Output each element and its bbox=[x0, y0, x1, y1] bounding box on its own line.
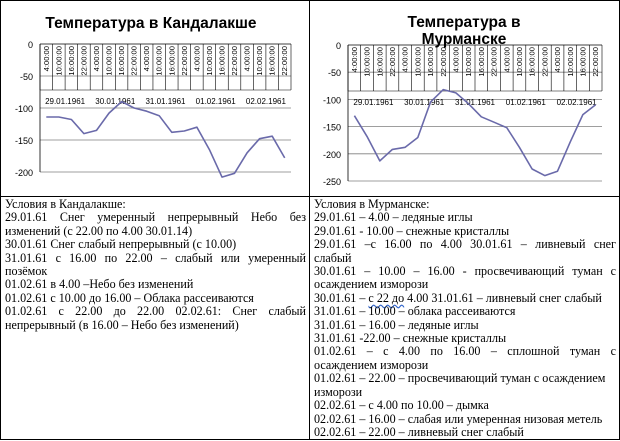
y-tick-label: -150 bbox=[14, 136, 33, 146]
conditions-heading: Условия в Мурманске: bbox=[314, 197, 430, 211]
x-tick-label-hour: 10:00:00 bbox=[413, 47, 423, 77]
conditions-line: 31.01.61 с 16.00 по 22.00 – слабый или умеренный bbox=[5, 250, 306, 265]
conditions-line: 01.02.61 с 22.00 до 22.00 02.02.61: Снег слабый bbox=[5, 304, 306, 319]
x-tick-label-hour: 4:00:00 bbox=[142, 46, 152, 72]
chart-title bbox=[408, 14, 521, 48]
conditions-line: 30.01.61 Снег слабый непрерывный (с 10.00) bbox=[5, 237, 237, 252]
x-tick-label-hour: 10:00:00 bbox=[104, 45, 114, 76]
x-tick-label-hour: 22:00:00 bbox=[179, 46, 189, 76]
x-tick-label-hour: 4:00:00 bbox=[553, 46, 563, 73]
x-tick-label-hour: 22:00:00 bbox=[79, 46, 89, 76]
x-tick-label-date: 31.01.1961 bbox=[454, 98, 496, 107]
chart-title-line: Температура в bbox=[407, 14, 521, 31]
x-tick-label-date: 01.02.1961 bbox=[195, 97, 236, 106]
y-tick-label: -250 bbox=[322, 177, 341, 187]
conditions-line: 30.01.61 – 10.00 – 16.00 - просвечивающий туман с bbox=[314, 264, 616, 279]
x-tick-label-date: 30.01.1961 bbox=[404, 98, 445, 107]
conditions-line: изморози bbox=[314, 384, 363, 399]
y-tick-label: -100 bbox=[14, 104, 33, 114]
x-tick-label-hour: 16:00:00 bbox=[117, 46, 127, 76]
conditions-line: изменений (с 22.00 по 4.00 30.01.14) bbox=[5, 223, 193, 238]
x-tick-label-hour: 10:00:00 bbox=[464, 47, 474, 77]
x-tick-label-hour: 4:00:00 bbox=[91, 46, 101, 72]
x-tick-label-hour: 4:00:00 bbox=[242, 46, 252, 72]
conditions-line: 02.02.61 – 22.00 – ливневый снег слабый bbox=[314, 424, 524, 439]
chart-title: Температура в Кандалакше bbox=[45, 15, 257, 32]
x-tick-label-date: 31.01.1961 bbox=[145, 97, 186, 106]
y-tick-label: -50 bbox=[19, 72, 33, 82]
x-tick-label-hour: 4:00:00 bbox=[451, 47, 461, 73]
x-tick-label-hour: 16:00:00 bbox=[267, 46, 277, 76]
x-tick-label-hour: 22:00:00 bbox=[489, 47, 499, 77]
x-tick-label-date: 30.01.1961 bbox=[95, 97, 136, 106]
x-tick-label-hour: 16:00:00 bbox=[476, 47, 486, 77]
x-tick-label-hour: 16:00:00 bbox=[217, 46, 227, 76]
conditions-line: слабый bbox=[314, 250, 352, 265]
conditions-line: 31.01.61 – 16.00 – ледяные иглы bbox=[314, 317, 479, 332]
conditions-line: 29.01.61 –с 16.00 по 4.00 30.01.61 – ливневый снег bbox=[314, 237, 616, 252]
conditions-line: 01.02.61 в 4.00 –Небо без изменений bbox=[5, 277, 194, 292]
conditions-line: 31.01.61 -22.00 – снежные кристаллы bbox=[314, 331, 507, 346]
conditions-line: 01.02.61 – с 4.00 по 16.00 – сплошной туман с bbox=[314, 344, 616, 359]
x-tick-label-date: 02.02.1961 bbox=[556, 98, 597, 107]
x-tick-label-date: 01.02.1961 bbox=[505, 98, 546, 107]
x-tick-label-hour: 10:00:00 bbox=[54, 45, 64, 76]
x-tick-label-hour: 16:00:00 bbox=[578, 47, 588, 77]
x-tick-label-date: 29.01.1961 bbox=[45, 97, 86, 106]
x-tick-label-hour: 10:00:00 bbox=[362, 47, 372, 77]
conditions-line: 02.02.61 – 16.00 – слабая или умеренная низовая метель bbox=[314, 411, 603, 426]
conditions-line: 02.02.61 – с 4.00 по 10.00 – дымка bbox=[314, 398, 489, 413]
conditions-line: 01.02.61 с 10.00 до 16.00 – Облака рассеиваются bbox=[5, 290, 254, 305]
x-tick-label-hour: 22:00:00 bbox=[129, 46, 139, 76]
conditions-line: позёмок bbox=[5, 264, 48, 279]
conditions-line: осаждением изморози bbox=[314, 357, 429, 372]
conditions-text: 4.00 31.01.61 – ливневый снег слабый bbox=[404, 290, 602, 305]
conditions-line: 29.01.61 Снег умеренный непрерывный Небо без bbox=[5, 210, 306, 225]
conditions-line: 01.02.61 – 22.00 – просвечивающий туман с осаждением bbox=[314, 371, 606, 386]
x-tick-label-hour: 4:00:00 bbox=[349, 47, 359, 73]
y-tick-label: 0 bbox=[27, 40, 33, 50]
x-tick-label-hour: 16:00:00 bbox=[167, 46, 177, 76]
x-tick-label-hour: 22:00:00 bbox=[438, 47, 448, 77]
y-tick-label: -200 bbox=[322, 149, 341, 160]
conditions-murmansk bbox=[310, 197, 620, 440]
x-tick-label-hour: 10:00:00 bbox=[204, 46, 214, 76]
x-tick-label-hour: 22:00:00 bbox=[230, 46, 240, 76]
y-tick-label: -200 bbox=[14, 168, 33, 178]
x-tick-label-hour: 4:00:00 bbox=[502, 47, 512, 73]
conditions-line: 29.01.61 - 10.00 – снежные кристаллы bbox=[314, 223, 510, 238]
x-tick-label-hour: 22:00:00 bbox=[540, 47, 550, 77]
x-tick-label-hour: 10:00:00 bbox=[154, 46, 164, 76]
conditions-line bbox=[314, 292, 616, 305]
y-tick-label: -50 bbox=[327, 68, 341, 79]
x-tick-label-hour: 16:00:00 bbox=[66, 46, 76, 76]
conditions-line: 29.01.61 – 4.00 – ледяные иглы bbox=[314, 210, 473, 225]
x-tick-label-hour: 22:00:00 bbox=[591, 47, 601, 77]
chart-title-line: Мурманске bbox=[421, 31, 507, 48]
x-tick-label-hour: 4:00:00 bbox=[41, 46, 51, 72]
conditions-line: 31.01.61 – 10.00 – облака рассеиваются bbox=[314, 304, 516, 319]
conditions-line: осаждением изморози bbox=[314, 277, 429, 292]
x-tick-label-hour: 10:00:00 bbox=[255, 46, 265, 76]
chart-cell-murmansk bbox=[310, 1, 620, 197]
x-tick-label-hour: 16:00:00 bbox=[527, 47, 537, 77]
chart-kandalaksha bbox=[1, 1, 309, 196]
spellcheck-underlined-text: с 22 до bbox=[368, 290, 405, 305]
chart-cell-kandalaksha bbox=[1, 1, 310, 197]
conditions-heading: Условия в Кандалакше: bbox=[5, 197, 126, 211]
x-tick-label-hour: 10:00:00 bbox=[565, 47, 575, 77]
y-tick-label: -100 bbox=[322, 95, 341, 106]
x-tick-label-hour: 22:00:00 bbox=[280, 46, 290, 76]
x-tick-label-hour: 10:00:00 bbox=[514, 47, 524, 77]
conditions-text: 30.01.61 – bbox=[314, 290, 369, 305]
x-tick-label-hour: 16:00:00 bbox=[426, 47, 436, 77]
x-tick-label-hour: 4:00:00 bbox=[400, 47, 410, 73]
chart-murmansk bbox=[310, 1, 619, 196]
y-tick-label: -150 bbox=[322, 122, 341, 133]
x-tick-label-hour: 22:00:00 bbox=[387, 47, 397, 77]
y-tick-label: 0 bbox=[335, 41, 341, 51]
x-tick-label-hour: 16:00:00 bbox=[375, 47, 385, 77]
series-line bbox=[46, 102, 284, 178]
conditions-line: непрерывный (в 16.00 – Небо без изменений) bbox=[5, 317, 239, 332]
x-tick-label-date: 02.02.1961 bbox=[245, 97, 286, 106]
x-tick-label-date: 29.01.1961 bbox=[353, 98, 394, 107]
conditions-kandalaksha bbox=[1, 197, 310, 440]
x-tick-label-hour: 4:00:00 bbox=[192, 46, 202, 72]
